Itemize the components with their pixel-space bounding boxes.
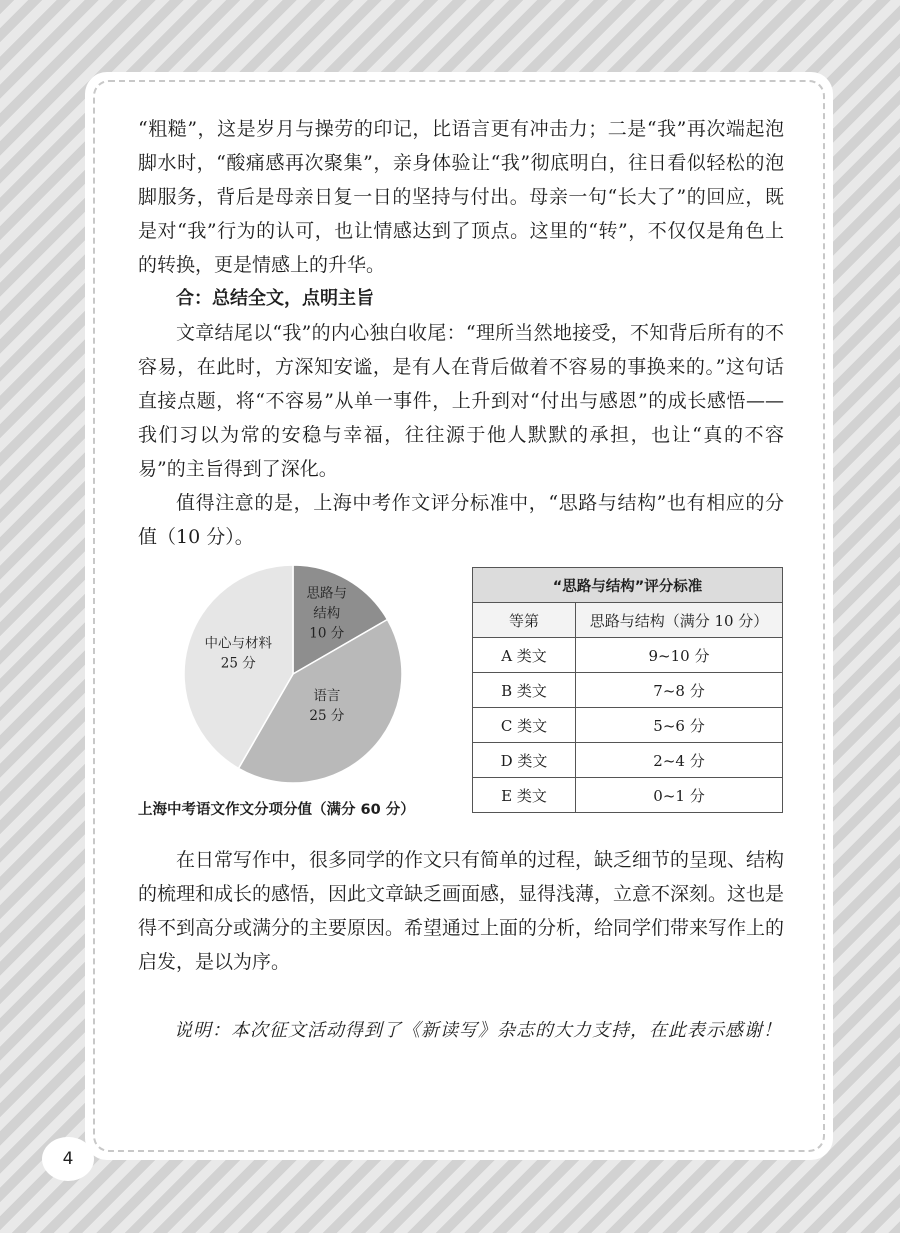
grade-cell: A 类文: [473, 638, 576, 673]
article-body-bottom: [138, 843, 784, 979]
score-standard-table: [472, 567, 783, 813]
score-cell: 9~10 分: [576, 638, 783, 673]
table-row: [473, 708, 783, 743]
table-row: [473, 778, 783, 813]
grade-cell: C 类文: [473, 708, 576, 743]
grade-cell: E 类文: [473, 778, 576, 813]
pie-chart-caption: 上海中考语文作文分项分值（满分 60 分）: [138, 802, 415, 818]
pie-chart-svg: [138, 562, 448, 798]
score-cell: 0~1 分: [576, 778, 783, 813]
paragraph-conclusion: 在日常写作中，很多同学的作文只有简单的过程，缺乏细节的呈现、结构的梳理和成长的感悟，因此文章缺乏画面感，显得浅薄，立意不深刻。这也是得不到高分或满分的主要原因。希望通过上面的分析，给同学们带来写作上的启发，是以为序。: [138, 849, 785, 973]
score-cell: 2~4 分: [576, 743, 783, 778]
pie-slice-label-2: 语言 25 分: [309, 687, 345, 724]
table-title-row: [473, 568, 783, 603]
article-body-top: [138, 112, 784, 554]
grade-cell: D 类文: [473, 743, 576, 778]
page-number: 4: [42, 1137, 94, 1181]
pie-slice-label-1: 思路与结构 10 分: [306, 585, 348, 642]
table-title: “思路与结构”评分标准: [473, 568, 783, 603]
acknowledgement-note: 说明：本次征文活动得到了《新读写》杂志的大力支持，在此表示感谢！: [174, 1020, 782, 1041]
paragraph-zhuan: “粗糙”，这是岁月与操劳的印记，比语言更有冲击力；二是“我”再次端起泡脚水时，“酸痛感再次聚集”，亲身体验让“我”彻底明白，往日看似轻松的泡脚服务，背后是母亲日复一日的坚持与付出。母亲一句“长大了”的回应，既是对“我”行为的认可，也让情感达到了顶点。这里的“转”，不仅仅是角色上的转换，更是情感上的升华。: [138, 118, 784, 276]
paragraph-ending: 文章结尾以“我”的内心独白收尾：“理所当然地接受，不知背后所有的不容易，在此时，方深知安谧，是有人在背后做着不容易的事换来的。”这句话直接点题，将“不容易”从单一事件，上升到对“付出与感恩”的成长感悟——我们习以为常的安稳与幸福，往往源于他人默默的承担，也让“真的不容易”的主旨得到了深化。: [138, 322, 784, 480]
pie-chart: [138, 562, 448, 830]
grade-cell: B 类文: [473, 673, 576, 708]
table-header-row: [473, 603, 783, 638]
score-cell: 5~6 分: [576, 708, 783, 743]
pie-slice-label-3: 中心与材料 25 分: [204, 635, 273, 672]
table-row: [473, 743, 783, 778]
column-header-grade: 等第: [473, 603, 576, 638]
table-row: [473, 673, 783, 708]
score-cell: 7~8 分: [576, 673, 783, 708]
table-row: [473, 638, 783, 673]
column-header-score: 思路与结构（满分 10 分）: [576, 603, 783, 638]
section-heading-he: 合：总结全文，点明主旨: [176, 288, 374, 309]
paragraph-score-note: 值得注意的是，上海中考作文评分标准中，“思路与结构”也有相应的分值（10 分）。: [138, 492, 784, 548]
figure-row: [138, 562, 784, 830]
